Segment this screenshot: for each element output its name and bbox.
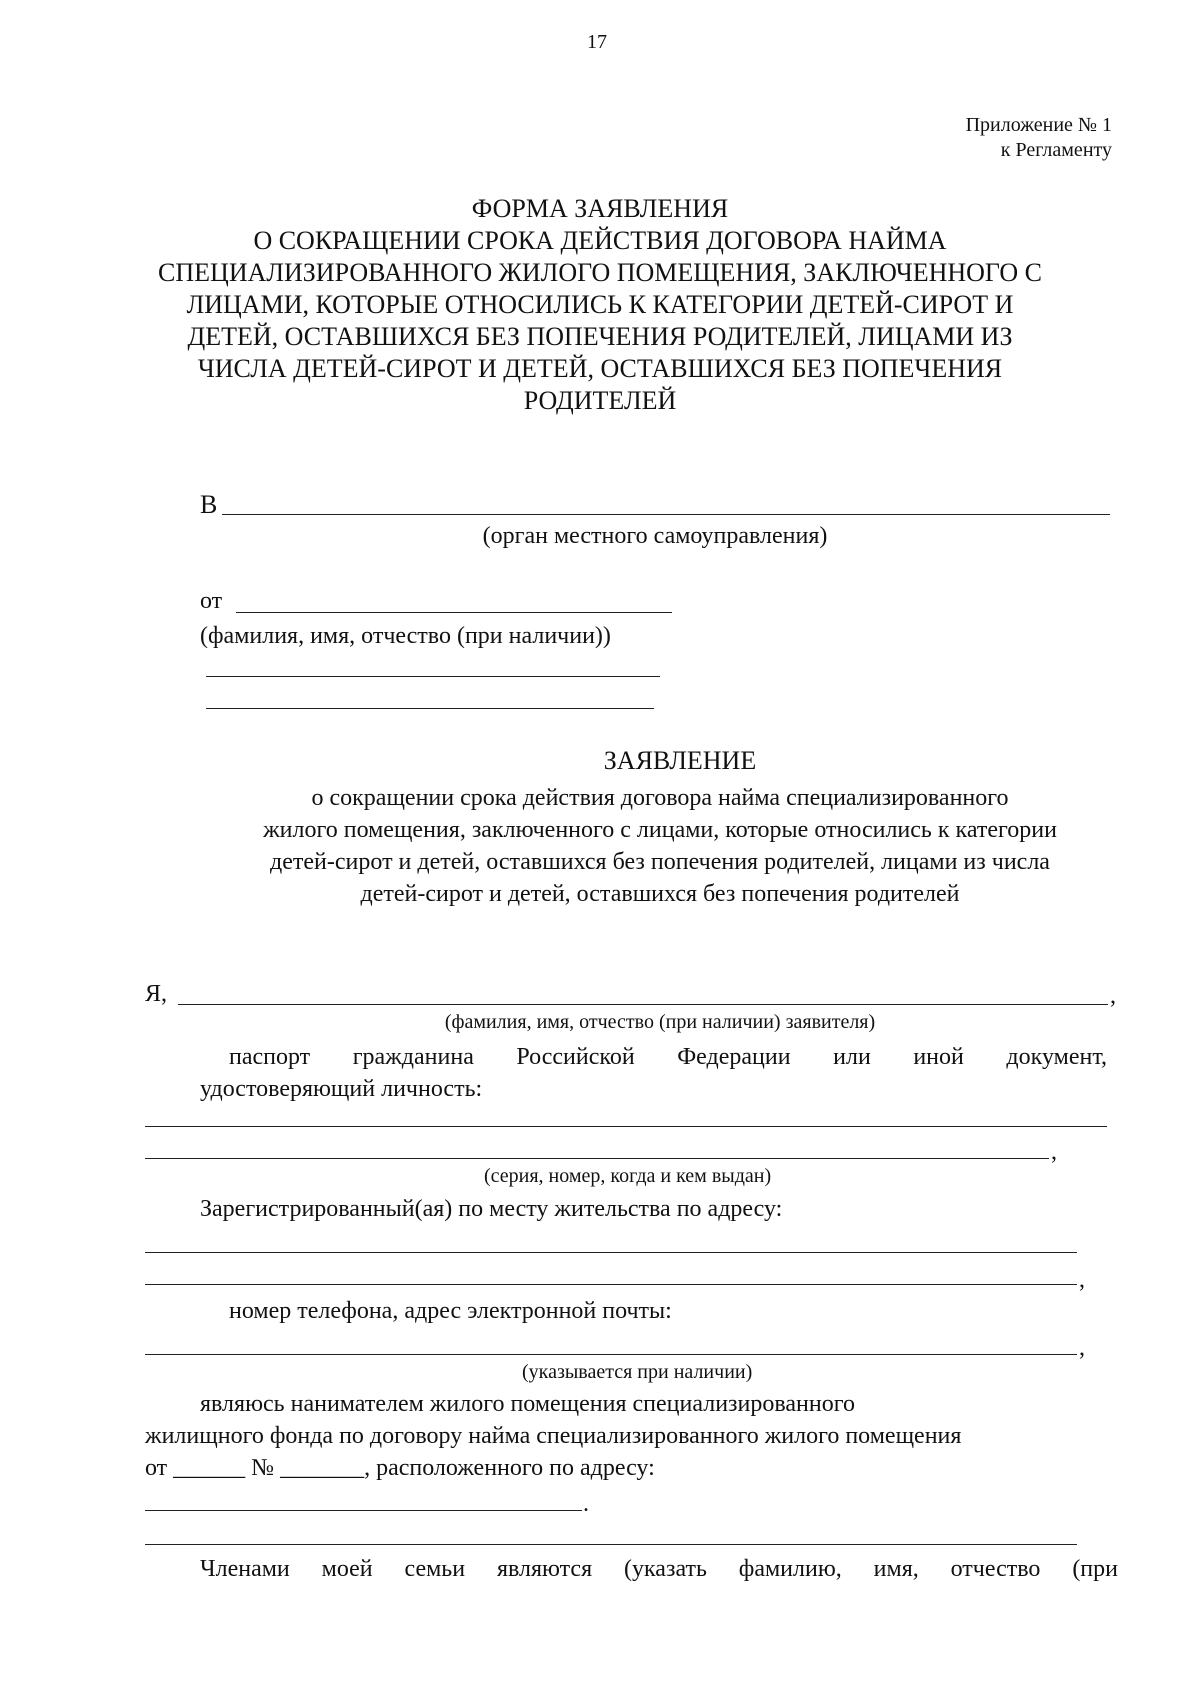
form-title-line-2: О СОКРАЩЕНИИ СРОКА ДЕЙСТВИЯ ДОГОВОРА НАЙМА (253, 226, 947, 255)
tenant-address-field-line-1[interactable] (145, 1510, 582, 1511)
statement-subtitle-line-2: жилого помещения, заключенного с лицами, которые относились к категории (263, 817, 1057, 843)
addressee-to-prefix: В (200, 490, 218, 519)
applicant-name-field[interactable] (178, 1004, 1108, 1005)
addressee-from-caption: (фамилия, имя, отчество (при наличии)) (200, 623, 611, 649)
statement-subtitle-line-1: о сокращении срока действия договора найма специализированного (311, 785, 1009, 811)
applicant-caption: (фамилия, имя, отчество (при наличии) заявителя) (444, 1011, 876, 1033)
passport-field-line-1[interactable] (145, 1126, 1107, 1127)
contacts-caption: (указывается при наличии) (522, 1361, 753, 1383)
tenant-line-2: жилищного фонда по договору найма специализированного жилого помещения (145, 1423, 962, 1449)
appendix-label: Приложение № 1 (965, 114, 1112, 136)
passport-comma: , (1051, 1139, 1057, 1165)
family-members-line: Членами моей семьи являются (указать фамилию, имя, отчество (при (200, 1556, 1118, 1582)
statement-subtitle-line-3: детей-сирот и детей, оставшихся без попечения родителей, лицами из числа (270, 849, 1050, 875)
addressee-from-prefix: от (200, 588, 223, 614)
contacts-label: номер телефона, адрес электронной почты: (229, 1298, 672, 1324)
contacts-comma: , (1079, 1335, 1085, 1361)
passport-field-line-2[interactable] (145, 1158, 1049, 1159)
contacts-field[interactable] (145, 1354, 1077, 1355)
form-title-line-4: ЛИЦАМИ, КОТОРЫЕ ОТНОСИЛИСЬ К КАТЕГОРИИ ДЕТЕЙ-СИРОТ И (186, 290, 1014, 319)
form-title-line-5: ДЕТЕЙ, ОСТАВШИХСЯ БЕЗ ПОПЕЧЕНИЯ РОДИТЕЛЕЙ, ЛИЦАМИ ИЗ (187, 322, 1013, 351)
addressee-from-extra-line-2[interactable] (206, 708, 654, 709)
form-title-line-3: СПЕЦИАЛИЗИРОВАННОГО ЖИЛОГО ПОМЕЩЕНИЯ, ЗАКЛЮЧЕННОГО С (158, 258, 1042, 287)
tenant-line-3: от ______ № _______, расположенного по адресу: (145, 1455, 655, 1481)
addressee-from-extra-line-1[interactable] (206, 676, 660, 677)
page-number: 17 (587, 31, 607, 53)
registered-label: Зарегистрированный(ая) по месту жительства по адресу: (200, 1196, 783, 1222)
registered-comma: , (1079, 1267, 1085, 1293)
addressee-from-field[interactable] (236, 612, 672, 613)
tenant-address-field-line-2[interactable] (145, 1544, 1077, 1545)
registered-field-line-2[interactable] (145, 1284, 1077, 1285)
passport-line-1: паспорт гражданина Российской Федерации или иной документ, (229, 1044, 1107, 1070)
applicant-prefix: Я, (145, 981, 168, 1007)
applicant-comma: , (1110, 983, 1116, 1009)
passport-caption: (серия, номер, когда и кем выдан) (484, 1165, 772, 1187)
form-title-line-1: ФОРМА ЗАЯВЛЕНИЯ (471, 194, 729, 223)
addressee-to-caption: (орган местного самоуправления) (482, 523, 828, 549)
statement-subtitle-line-4: детей-сирот и детей, оставшихся без попечения родителей (360, 881, 960, 907)
appendix-reference: к Регламенту (1000, 139, 1112, 161)
registered-field-line-1[interactable] (145, 1252, 1077, 1253)
form-title-line-7: РОДИТЕЛЕЙ (523, 386, 677, 415)
tenant-line-1: являюсь нанимателем жилого помещения специализированного (200, 1391, 855, 1417)
statement-heading: ЗАЯВЛЕНИЕ (603, 746, 757, 775)
form-title-line-6: ЧИСЛА ДЕТЕЙ-СИРОТ И ДЕТЕЙ, ОСТАВШИХСЯ БЕЗ ПОПЕЧЕНИЯ (197, 354, 1003, 383)
tenant-address-period: . (583, 1491, 589, 1517)
addressee-to-field[interactable] (222, 514, 1110, 515)
passport-line-2: удостоверяющий личность: (200, 1076, 483, 1102)
